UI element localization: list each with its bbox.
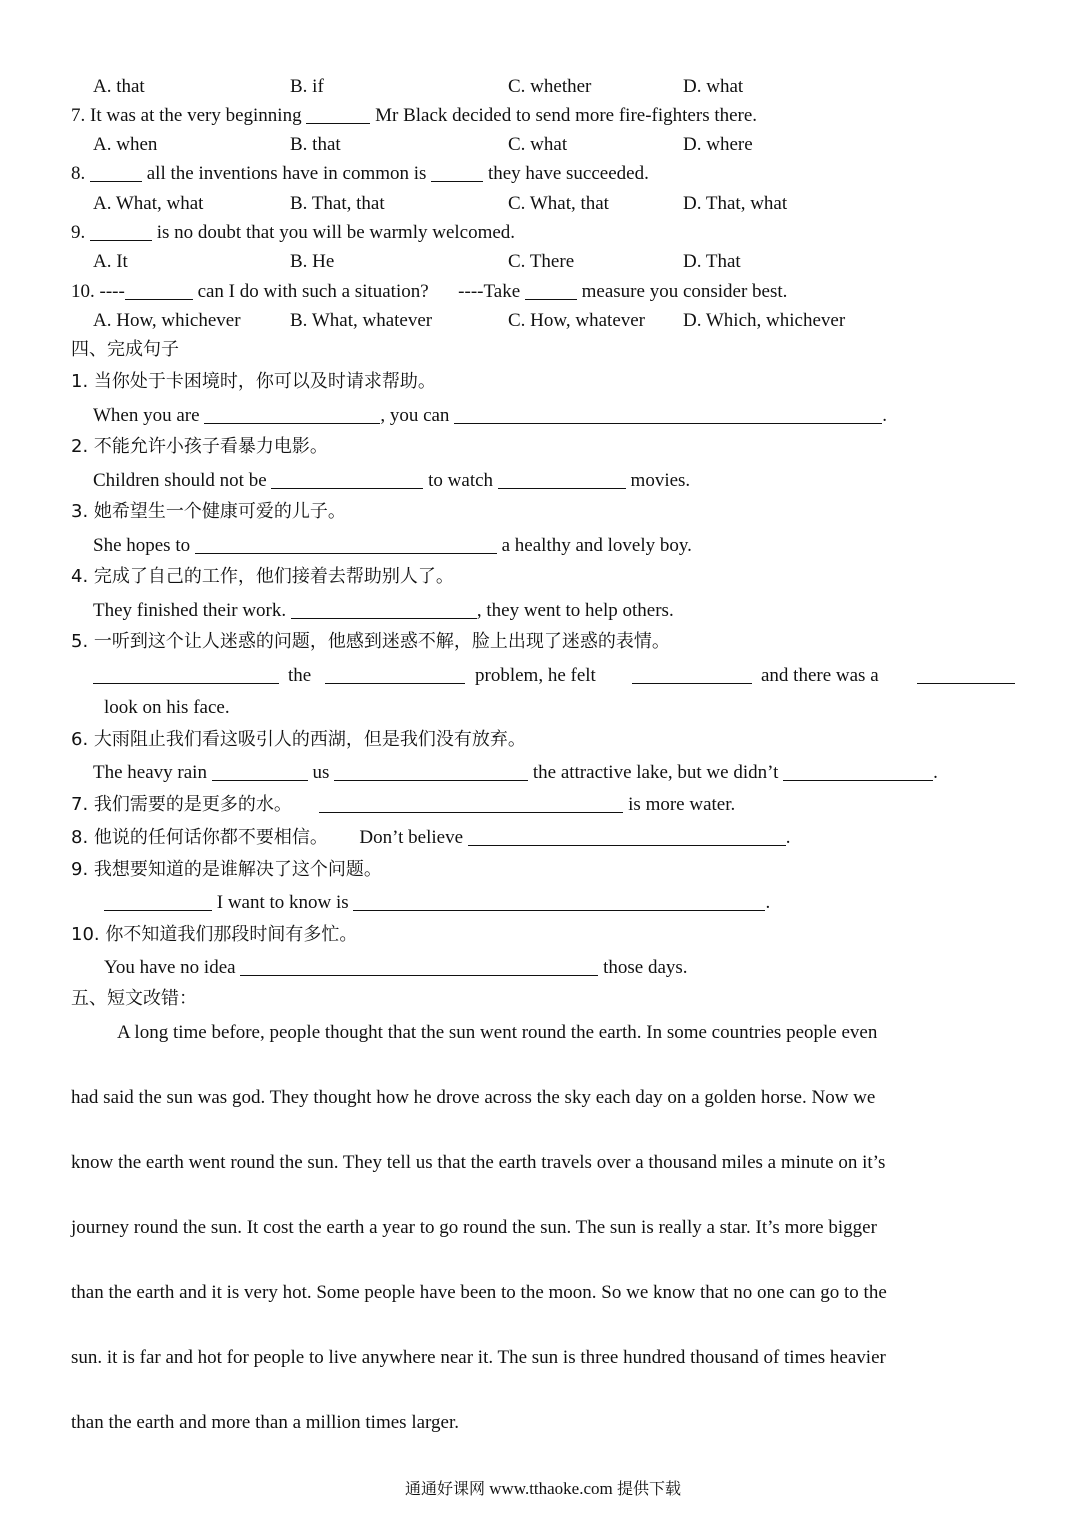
s4-item-3-text-b: a healthy and lovely boy.	[501, 535, 692, 556]
q7-text-post: Mr Black decided to send more fire-fighters there.	[375, 105, 758, 126]
question-10	[71, 281, 787, 303]
s4-item-4-text-a: They finished their work.	[93, 600, 287, 621]
q7-blank	[306, 105, 370, 124]
s4-item-4-english	[93, 600, 674, 622]
s4-item-10-english	[104, 957, 688, 979]
s4-item-10-blank-1	[240, 957, 598, 976]
passage-line-5: than the earth and it is very hot. Some people have been to the moon. So we know that no one can go to the	[71, 1282, 887, 1303]
s4-item-10-chinese: 10. 你不知道我们那段时间有多忙。	[71, 924, 358, 945]
s4-item-2-blank-2	[498, 470, 626, 489]
q10-option-d: D. Which, whichever	[683, 310, 846, 331]
s4-item-6-text-a: The heavy rain	[93, 762, 207, 783]
passage-line-7: than the earth and more than a million times larger.	[71, 1412, 459, 1433]
question-8	[71, 163, 649, 185]
s4-item-9-blank-2	[353, 892, 765, 911]
s4-item-2-text-b: to watch	[428, 470, 494, 491]
s4-item-5-blank-2	[325, 665, 465, 684]
footer-url[interactable]: www.tthaoke.com	[489, 1479, 613, 1498]
q10-option-a: A. How, whichever	[93, 310, 241, 331]
q9-blank	[90, 222, 152, 241]
q6-option-c: C. whether	[508, 76, 592, 97]
page-footer	[0, 1478, 1086, 1500]
q10-option-b: B. What, whatever	[290, 310, 433, 331]
s4-item-1-text-c: .	[882, 405, 887, 426]
q9-option-a: A. It	[93, 251, 128, 272]
q9-number: 9.	[71, 222, 86, 243]
s4-item-1-blank-2	[454, 405, 882, 424]
q10-blank-1	[125, 281, 193, 300]
s4-item-8-text-a: Don’t believe	[359, 827, 463, 848]
footer-site-name: 通通好课网	[404, 1479, 485, 1498]
s4-item-3-chinese: 3. 她希望生一个健康可爱的儿子。	[71, 501, 346, 522]
s4-item-6-blank-3	[783, 762, 933, 781]
s4-item-6-text-c: the attractive lake, but we didn’t	[532, 762, 779, 783]
q8-blank-1	[90, 163, 142, 182]
q10-text-post: measure you consider best.	[581, 281, 788, 302]
s4-item-3-english	[93, 535, 692, 557]
q7-option-d: D. where	[683, 134, 753, 155]
s4-item-6-blank-2	[334, 762, 528, 781]
s4-item-7-text-a: is more water.	[628, 794, 736, 815]
s4-item-5-chinese: 5. 一听到这个让人迷惑的问题，他感到迷惑不解，脸上出现了迷惑的表情。	[71, 631, 670, 652]
q7-option-c: C. what	[508, 134, 568, 155]
q9-option-d: D. That	[683, 251, 741, 272]
q7-option-b: B. that	[290, 134, 341, 155]
passage-line-6: sun. it is far and hot for people to live anywhere near it. The sun is three hundred thousand of times heavier	[71, 1347, 886, 1368]
s4-item-5-blank-4	[917, 665, 1015, 684]
passage-line-1: A long time before, people thought that the sun went round the earth. In some countries people even	[117, 1022, 878, 1043]
q9-option-b: B. He	[290, 251, 335, 272]
s4-item-5-blank-3	[632, 665, 752, 684]
s4-item-5-text-a: the	[288, 665, 312, 686]
s4-item-3-text-a: She hopes to	[93, 535, 191, 556]
s4-item-8-chinese: 8. 他说的任何话你都不要相信。	[71, 827, 328, 848]
question-7	[71, 105, 757, 127]
s4-item-2-chinese: 2. 不能允许小孩子看暴力电影。	[71, 436, 328, 457]
s4-item-1-blank-1	[204, 405, 380, 424]
s4-item-7	[71, 794, 735, 816]
q8-text-post: they have succeeded.	[487, 163, 649, 184]
s4-item-2-blank-1	[271, 470, 423, 489]
q8-number: 8.	[71, 163, 86, 184]
s4-item-6-chinese: 6. 大雨阻止我们看这吸引人的西湖，但是我们没有放弃。	[71, 729, 526, 750]
s4-item-3-blank-1	[195, 535, 497, 554]
passage-line-2: had said the sun was god. They thought how he drove across the sky each day on a golden horse. Now we	[71, 1087, 876, 1108]
s4-item-10-text-a: You have no idea	[104, 957, 236, 978]
s4-item-4-text-b: , they went to help others.	[476, 600, 674, 621]
q10-text-mid: can I do with such a situation?	[197, 281, 429, 302]
s4-item-4-blank-1	[291, 600, 477, 619]
s4-item-5-english-line-2: look on his face.	[104, 697, 230, 718]
q8-option-b: B. That, that	[290, 193, 385, 214]
s4-item-6-english	[93, 762, 938, 784]
s4-item-6-blank-1	[212, 762, 308, 781]
q6-option-a: A. that	[93, 76, 145, 97]
s4-item-4-chinese: 4. 完成了自己的工作，他们接着去帮助别人了。	[71, 566, 454, 587]
s4-item-9-blank-1	[104, 892, 212, 911]
s4-item-10-text-b: those days.	[603, 957, 688, 978]
q8-option-c: C. What, that	[508, 193, 609, 214]
s4-item-6-text-b: us	[312, 762, 330, 783]
s4-item-2-text-c: movies.	[630, 470, 691, 491]
q6-option-b: B. if	[290, 76, 324, 97]
s4-item-9-text-b: .	[765, 892, 771, 913]
s4-item-9-text-a: I want to know is	[216, 892, 349, 913]
q10-option-c: C. How, whatever	[508, 310, 646, 331]
s4-item-1-text-b: , you can	[380, 405, 450, 426]
passage-line-4: journey round the sun. It cost the earth a year to go round the sun. The sun is really a star. It’s more bigger	[71, 1217, 877, 1238]
q8-option-a: A. What, what	[93, 193, 204, 214]
s4-item-8-blank-1	[468, 827, 786, 846]
q10-blank-2	[525, 281, 577, 300]
s4-item-9-chinese: 9. 我想要知道的是谁解决了这个问题。	[71, 859, 382, 880]
s4-item-1-text-a: When you are	[93, 405, 200, 426]
section-4-title: 四、完成句子	[71, 339, 179, 360]
q10-number: 10. ----	[71, 281, 125, 302]
s4-item-7-blank-1	[319, 794, 623, 813]
s4-item-7-chinese: 7. 我们需要的是更多的水。	[71, 794, 292, 815]
s4-item-8-text-b: .	[785, 827, 791, 848]
q10-text-mid2: ----Take	[458, 281, 521, 302]
s4-item-6-text-d: .	[933, 762, 938, 783]
section-5-title: 五、短文改错：	[71, 988, 197, 1009]
s4-item-1-english	[93, 405, 887, 427]
q6-option-d: D. what	[683, 76, 744, 97]
footer-suffix: 提供下载	[617, 1479, 682, 1498]
question-9	[71, 222, 515, 244]
q7-number: 7.	[71, 105, 86, 126]
q8-blank-2	[431, 163, 483, 182]
q8-option-d: D. That, what	[683, 193, 788, 214]
s4-item-5-blank-1	[93, 665, 279, 684]
s4-item-5-text-c: and there was a	[761, 665, 879, 686]
s4-item-2-text-a: Children should not be	[93, 470, 267, 491]
passage-line-3: know the earth went round the sun. They tell us that the earth travels over a thousand miles a minute on it’s	[71, 1152, 886, 1173]
s4-item-2-english	[93, 470, 690, 492]
q7-text-pre: It was at the very beginning	[90, 105, 302, 126]
s4-item-1-chinese: 1. 当你处于卡困境时，你可以及时请求帮助。	[71, 371, 436, 392]
q7-option-a: A. when	[93, 134, 158, 155]
q8-text-mid: all the inventions have in common is	[146, 163, 427, 184]
q9-option-c: C. There	[508, 251, 575, 272]
s4-item-8	[71, 827, 791, 849]
s4-item-9-english	[104, 892, 770, 914]
q9-text-post: is no doubt that you will be warmly welcomed.	[156, 222, 516, 243]
s4-item-5-text-b: problem, he felt	[475, 665, 596, 686]
